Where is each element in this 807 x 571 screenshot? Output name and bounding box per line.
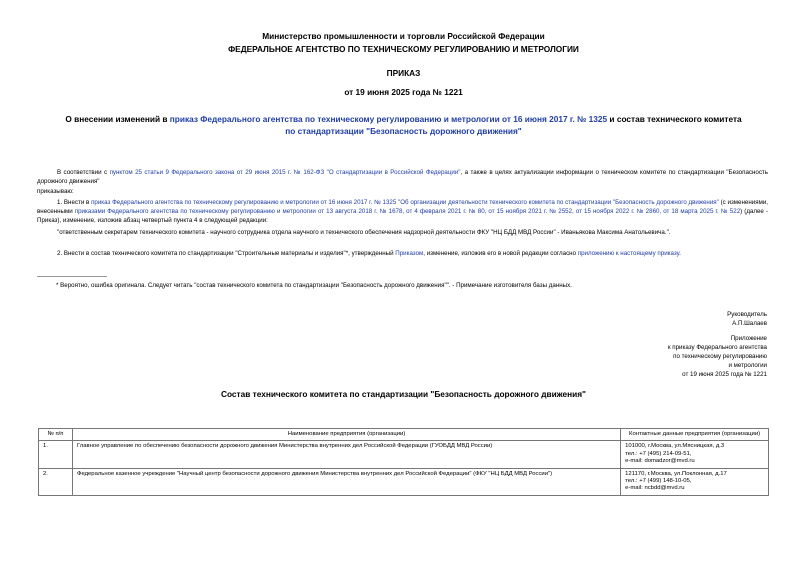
item-text: (с изменениями, внесенными xyxy=(37,199,769,216)
item-text: 1. Внести в xyxy=(57,199,92,206)
amending-orders-link[interactable]: приказами Федерального агентства по техническому регулированию и метрологии от 13 августа 2018 г. № 1678, от 4 февраля 2021 г. № 80, от 15 ноября 2021 г. № 2552, от 15 ноября 2022 г. № 2860, от 18 марта 2025 г. № 522 xyxy=(74,208,741,216)
column-header-name: Наименование предприятия (организации) xyxy=(72,429,620,441)
footnote-divider xyxy=(37,276,107,277)
ministry-name: Министерство промышленности и торговли Российской Федерации xyxy=(262,31,545,41)
item-text: 2. Внести в состав технического комитета по стандартизации "Строительные материалы и изделия"*, утвержденный xyxy=(57,250,396,257)
appendix-line: Приложение xyxy=(730,335,767,342)
contact-address: 121170, г.Москва, ул.Поклонная, д.17 xyxy=(625,470,727,477)
signature-name: А.П.Шалаев xyxy=(732,320,767,328)
item-1 xyxy=(37,198,768,226)
appendix-line: к приказу Федерального агентства xyxy=(667,344,767,352)
preamble xyxy=(37,168,768,186)
row-org-name: Федеральное казенное учреждение "Научный центр безопасности дорожного движения Министерства внутренних дел Российской Федерации" (ФКУ "НЦ БДД МВД России") xyxy=(72,468,620,495)
doc-title xyxy=(40,114,767,137)
table-header-row xyxy=(39,429,769,441)
item-text: ) (далее - Приказ), изменение, изложив абзац четвертый пункта 4 в следующей редакции: xyxy=(37,208,768,225)
contact-phone: тел.: +7 (499) 148-10-05, xyxy=(625,478,692,485)
appendix-line: от 19 июня 2025 года № 1221 xyxy=(682,371,767,379)
column-header-contacts: Контактные данные предприятия (организации) xyxy=(621,429,769,441)
law-link[interactable]: пунктом 25 статьи 9 Федерального закона от 29 июня 2015 г. № 162-ФЗ "О стандартизации в Российской Федерации" xyxy=(109,169,461,176)
doc-type: ПРИКАЗ xyxy=(386,68,421,78)
column-header-num: № п/п xyxy=(39,429,73,441)
appendix-line: и метрологии xyxy=(728,362,767,370)
item-2 xyxy=(37,249,768,258)
item-1-quote: "ответственным секретарем технического комитета - научного сотрудника отдела научного и технического обеспечения надзорной деятельности ФКУ "НЦ БДД МВД России" - Иваньякова Максима Анатольевича.". xyxy=(57,229,671,236)
item-text: . xyxy=(679,250,681,257)
row-org-name: Главное управление по обеспечению безопасности дорожного движения Министерства внутренних дел Российской Федерации (ГУОБДД МВД России) xyxy=(72,441,620,468)
signature-position: Руководитель xyxy=(727,311,767,318)
prikaz-link[interactable]: Приказом xyxy=(395,250,424,257)
signature-block xyxy=(727,310,767,328)
title-committee-link[interactable]: по стандартизации "Безопасность дорожного движения" xyxy=(285,125,522,136)
appendix-link[interactable]: приложению к настоящему приказу xyxy=(577,250,680,257)
row-num: 2. xyxy=(39,468,73,495)
title-text: и состав технического комитета xyxy=(607,114,742,124)
doc-date-number: от 19 июня 2025 года № 1221 xyxy=(344,87,463,97)
contact-address: 101000, г.Москва, ул.Мясницкая, д.3 xyxy=(625,443,725,450)
committee-table xyxy=(38,428,769,496)
contact-email: e-mail: ncbdd@mvd.ru xyxy=(625,485,685,492)
row-contacts xyxy=(621,441,769,468)
appendix-header xyxy=(668,334,767,379)
row-contacts xyxy=(621,468,769,495)
preamble-text: В соответствии с xyxy=(57,169,110,176)
preamble-text: , а также в целях актуализации информации о техническом комитете по стандартизации "Безопасность дорожного движения" xyxy=(37,169,768,186)
contact-email: e-mail: domadzor@mvd.ru xyxy=(625,458,695,465)
contact-phone: тел.: +7 (495) 214-09-51, xyxy=(625,450,692,457)
title-text: О внесении изменений в xyxy=(65,114,170,124)
appendix-line: по техническому регулированию xyxy=(673,353,767,361)
order-1325-link[interactable]: приказ Федерального агентства по техническому регулированию и метрологии от 16 июня 2017 г. № 1325 "Об организации деятельности технического комитета по стандартизации "Безопасность дорожного движения" xyxy=(91,199,719,206)
table-row xyxy=(39,468,769,495)
footnote: * Вероятно, ошибка оригинала. Следует читать "состав технического комитета по стандартизации "Безопасность дорожного движения"". - Примечание изготовителя базы данных. xyxy=(56,282,572,289)
table-row xyxy=(39,441,769,468)
order-word: приказываю: xyxy=(37,188,74,195)
appendix-title: Состав технического комитета по стандартизации "Безопасность дорожного движения" xyxy=(220,389,586,399)
row-num: 1. xyxy=(39,441,73,468)
item-text: , изменение, изложив его в новой редакции согласно xyxy=(423,250,578,257)
agency-name: ФЕДЕРАЛЬНОЕ АГЕНТСТВО ПО ТЕХНИЧЕСКОМУ РЕГУЛИРОВАНИЮ И МЕТРОЛОГИИ xyxy=(228,44,579,54)
title-order-link[interactable]: приказ Федерального агентства по техническому регулированию и метрологии от 16 июня 2017 г. № 1325 xyxy=(169,114,608,124)
